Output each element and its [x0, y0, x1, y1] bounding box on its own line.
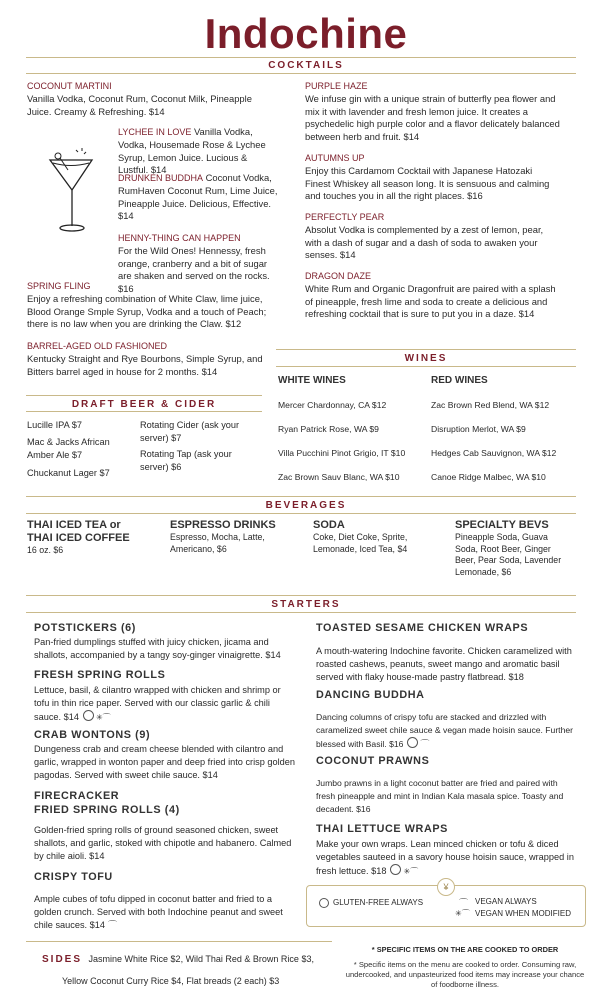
cocktail-name: AUTUMNS UP [305, 153, 365, 163]
draft-rule-top [26, 395, 262, 396]
cocktail-desc: For the Wild Ones! Hennessy, fresh orange, cranberry and a bit of sugar are shaken and served on the rocks. $16 [118, 244, 270, 295]
draft-heading: DRAFT BEER & CIDER [71, 399, 217, 410]
vegan-always-icon: ⌒ [459, 898, 469, 908]
bev-espresso [170, 519, 280, 555]
vegan-modified-icon: ✳⌒ [95, 712, 111, 722]
cocktail-spring-fling [27, 280, 275, 331]
cocktail-name: PERFECTLY PEAR [305, 212, 385, 222]
starter-name: FIRECRACKER [34, 790, 120, 802]
starter-desc: Jumbo prawns in a light coconut batter are fried and paired with fresh pineapple and mint in Indian Kala masala spice. Toasty and decadent. $16 [316, 778, 564, 814]
cocktail-name: BARREL-AGED OLD FASHIONED [27, 341, 168, 351]
cocktail-dragon-daze [305, 270, 560, 321]
cocktail-desc: Enjoy a refreshing combination of White Claw, lime juice, Blood Orange Smple Syrup, Vodka and a touch of Peach; there is no law when you are drinking the Claw. $12 [27, 292, 267, 330]
beverages-heading: BEVERAGES [265, 500, 347, 511]
wine-item: Canoe Ridge Malbec, WA $10 [431, 472, 546, 482]
starter-name: POTSTICKERS (6) [34, 622, 136, 634]
notice-heading: * SPECIFIC ITEMS ON THE ARE COOKED TO ORDER [371, 945, 559, 954]
sides-line-1 [42, 954, 314, 965]
draft-item: Chuckanut Lager $7 [27, 468, 110, 478]
cocktail-name: DRAGON DAZE [305, 271, 372, 281]
bev-heading: SODA [313, 519, 345, 531]
starter-desc: A mouth-watering Indochine favorite. Chicken caramelized with roasted cashews, peanuts, sweet mango and aromatic basil served with flaky house-made pastry flatbread. $18 [316, 646, 572, 682]
bev-heading: ESPRESSO DRINKS [170, 519, 276, 531]
bev-desc: Pineapple Soda, Guava Soda, Root Beer, Ginger Beer, Pear Soda, Lavender Lemonade, $6 [455, 532, 562, 577]
starters-rule-bottom [26, 612, 576, 613]
beverages-rule-bottom [26, 513, 576, 514]
wine-item: Zac Brown Red Blend, WA $12 [431, 400, 550, 410]
starter-desc-text: Dancing columns of crispy tofu are stacked and drizzled with caramelized sweet chile sauce & vegan made hoisin sauce. Further blessed with Basil. $16 [316, 712, 573, 749]
cocktail-purple-haze [305, 80, 560, 144]
starter-name: CRAB WONTONS (9) [34, 729, 151, 741]
cocktail-desc: Kentucky Straight and Rye Bourbons, Simple Syrup, and Bitters barrel aged in house for 2 months. $14 [27, 352, 263, 377]
wines-heading: WINES [404, 353, 448, 364]
bev-desc: 16 oz. $6 [27, 545, 64, 555]
wheat-icon: ¥ [437, 878, 455, 896]
wine-item: Ryan Patrick Rose, WA $9 [278, 424, 379, 434]
cocktail-desc: Vanilla Vodka, Vodka, Housemade Rose & Lychee Syrup, Lemon Juice. Lucious & Lustful. $14 [118, 126, 266, 176]
draft-rule-bottom [26, 411, 262, 412]
starters-rule-top [26, 595, 576, 596]
notice-body: * Specific items on the menu are cooked to order. Consuming raw, undercooked, and unpasteurized food items may increase your chance of foodborne illness. [345, 960, 585, 989]
wines-rule-bottom [276, 366, 576, 367]
starter-name: DANCING BUDDHA [316, 689, 425, 701]
starter-desc: Dungeness crab and cream cheese blended with cilantro and garlic, wrapped in wonton paper and deep fried into crisp golden pagodas. Served with sweet chile sauce. $14 [34, 744, 295, 780]
gluten-free-icon [319, 898, 329, 908]
wine-item: Zac Brown Sauv Blanc, WA $10 [278, 472, 400, 482]
starter-desc: Golden-fried spring rolls of ground seasoned chicken, sweet shallots, and garlic, stoked with chipotle and habanero. Calmed by chile aioli. $14 [34, 825, 292, 861]
cocktail-autumns-up [305, 152, 560, 203]
legend-gluten-free: GLUTEN-FREE ALWAYS [333, 898, 424, 907]
wine-item: Hedges Cab Sauvignon, WA $12 [431, 448, 557, 458]
cocktail-name: COCONUT MARTINI [27, 81, 112, 91]
legend-vegan-modified: VEGAN WHEN MODIFIED [475, 909, 572, 918]
gluten-free-icon [407, 737, 418, 748]
restaurant-title: Indochine [204, 10, 408, 57]
starter-desc-text: Ample cubes of tofu dipped in coconut batter and fried to a golden crunch. Served with both Indochine peanut and sweet chile sauces. $14 [34, 894, 283, 930]
starter-name: THAI LETTUCE WRAPS [316, 823, 448, 835]
starter-desc: Pan-fried dumplings stuffed with juicy chicken, jicama and shallots, accompanied by a tangy soy-ginger vinaigrette. $14 [34, 637, 281, 660]
bev-desc: Espresso, Mocha, Latte, Americano, $6 [170, 532, 265, 554]
starter-name: TOASTED SESAME CHICKEN WRAPS [316, 622, 529, 634]
starter-desc [316, 711, 578, 750]
starter-name: FRIED SPRING ROLLS (4) [34, 804, 180, 816]
gluten-free-icon [390, 864, 401, 875]
cocktail-name: HENNY-THING CAN HAPPEN [118, 233, 241, 243]
starter-desc-text: Make your own wraps. Lean minced chicken or tofu & diced vegetables sauteed in a savory house hoisin sauce, wrapped in fresh lettuce. $18 [316, 839, 574, 876]
draft-item: Lucille IPA $7 [27, 420, 82, 430]
starter-name: CRISPY TOFU [34, 871, 113, 883]
draft-item: Rotating Cider (ask your server) $7 [140, 420, 240, 443]
wine-item: Mercer Chardonnay, CA $12 [278, 400, 387, 410]
starter-desc [34, 893, 296, 931]
starter-desc [316, 838, 578, 878]
cocktail-name: SPRING FLING [27, 281, 91, 291]
sides-rule [26, 941, 332, 942]
cocktails-rule-top [26, 57, 576, 58]
cocktail-name: PURPLE HAZE [305, 81, 368, 91]
martini-glass-icon [46, 146, 96, 236]
cocktail-perfectly-pear [305, 211, 560, 262]
cocktail-coconut-martini [27, 80, 267, 118]
gluten-free-icon [83, 710, 94, 721]
sides-text-2: Yellow Coconut Curry Rice $4, Flat breads (2 each) $3 [62, 976, 280, 986]
cocktail-desc: Enjoy this Cardamom Cocktail with Japanese Hatozaki Finest Whiskey all season long. It is sensuous and calming and touches you in all the right places. $16 [305, 164, 550, 202]
wines-rule-top [276, 349, 576, 350]
bev-thai [27, 519, 137, 557]
dietary-legend [306, 882, 586, 927]
draft-item: Rotating Tap (ask your server) $6 [140, 449, 232, 472]
cocktail-barrel-aged [27, 340, 272, 378]
cocktail-desc: White Rum and Organic Dragonfruit are paired with a splash of pineapple, fresh lime and soda to create a delicious and refreshing cocktail that is sure to put you in a daze. $14 [305, 282, 556, 320]
bev-heading: THAI ICED TEA or THAI ICED COFFEE [27, 519, 130, 544]
cocktails-heading: COCKTAILS [268, 60, 344, 71]
beverages-rule-top [26, 496, 576, 497]
bev-specialty [455, 519, 573, 578]
bev-soda [313, 519, 423, 555]
wine-item: Villa Pucchini Pinot Grigio, IT $10 [278, 448, 406, 458]
legend-vegan-always: VEGAN ALWAYS [475, 897, 537, 906]
draft-item: Mac & Jacks African Amber Ale $7 [27, 437, 110, 460]
starter-desc-text: Lettuce, basil, & cilantro wrapped with chicken and shrimp or tofu in thin rice paper. Served with our classic garlic & chili sauce. $14 [34, 685, 281, 722]
bev-desc: Coke, Diet Coke, Sprite, Lemonade, Iced Tea, $4 [313, 532, 408, 554]
starter-name: COCONUT PRAWNS [316, 755, 430, 767]
vegan-modified-icon: ✳⌒ [403, 866, 419, 876]
cocktails-rule-bottom [26, 73, 576, 74]
cocktail-name: DRUNKEN BUDDHA [118, 173, 204, 183]
cocktail-desc: Vanilla Vodka, Coconut Rum, Coconut Milk, Pineapple Juice. Creamy & Refreshing. $14 [27, 92, 252, 117]
wine-item: Disruption Merlot, WA $9 [431, 424, 526, 434]
bev-heading: SPECIALTY BEVS [455, 519, 549, 531]
starter-desc [34, 684, 296, 724]
vegan-always-icon: ⌒ [108, 919, 118, 930]
cocktail-desc: We infuse gin with a unique strain of butterfly pea flower and mix it with lavender and fresh lemon juice. It creates a psychedelic high purple color and a flavor delicately balanced between herb and fruit. $14 [305, 92, 560, 143]
starter-name: FRESH SPRING ROLLS [34, 669, 166, 681]
vegan-always-icon: ⌒ [420, 738, 430, 749]
cocktail-name: LYCHEE IN LOVE [118, 127, 192, 137]
sides-label: SIDES [42, 954, 83, 965]
starters-heading: STARTERS [271, 599, 341, 610]
vegan-modified-icon: ✳⌒ [455, 909, 470, 918]
cocktail-desc: Absolut Vodka is complemented by a zest of lemon, pear, with a dash of sugar and a dash of soda to awaken your senses. $14 [305, 223, 544, 261]
red-wines-heading: RED WINES [431, 375, 488, 386]
cocktail-desc: Coconut Vodka, RumHaven Coconut Rum, Lime Juice, Pineapple Juice. Delicious, Effective. $14 [118, 172, 278, 222]
cocktail-lychee [118, 126, 278, 177]
white-wines-heading: WHITE WINES [278, 375, 346, 386]
sides-text-1: Jasmine White Rice $2, Wild Thai Red & Brown Rice $3, [88, 954, 314, 964]
cocktail-drunken-buddha [118, 172, 278, 223]
